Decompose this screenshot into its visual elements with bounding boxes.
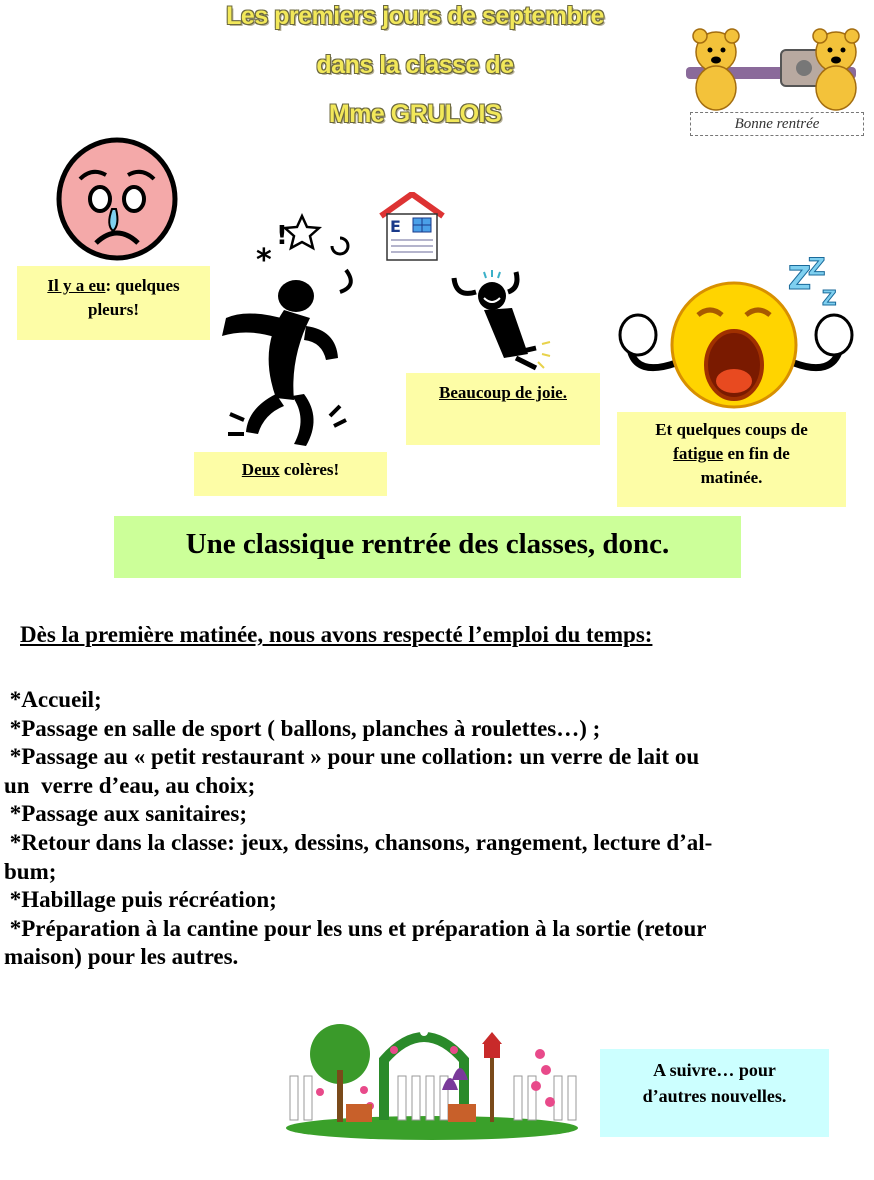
list-item: *Accueil; [4, 687, 102, 712]
note-joie [406, 373, 600, 445]
list-item: bum; [4, 858, 57, 884]
note-coleres-underlined: Deux [241, 460, 280, 479]
svg-text:Z: Z [788, 259, 812, 297]
school-logo-letter: E [390, 217, 401, 236]
note-fatigue-underlined: fatigue [673, 444, 724, 463]
angry-figure-icon [218, 208, 366, 450]
crying-face-icon [56, 137, 178, 261]
svg-text:Z: Z [808, 253, 826, 281]
list-item: *Passage en salle de sport ( ballons, planches à roulettes…) ; [4, 715, 601, 741]
svg-text:Z: Z [822, 286, 837, 310]
svg-text:*: * [256, 243, 272, 278]
note-coleres-text: colères! [279, 460, 340, 479]
happy-figure-icon [446, 268, 556, 372]
note-fatigue-line-2: en fin de [723, 444, 790, 463]
list-item: *Passage aux sanitaires; [4, 801, 247, 827]
note-pleurs-underlined: Il y a eu [47, 276, 106, 295]
follow-up-line-1: A suivre… pour [653, 1060, 776, 1080]
schedule-list [4, 686, 870, 972]
svg-text:!: ! [276, 221, 288, 251]
tired-sun-icon [616, 253, 862, 411]
schedule-heading: Dès la première matinée, nous avons respecté l’emploi du temps: [20, 622, 653, 647]
list-item: *Passage au « petit restaurant » pour une collation: un verre de lait ou [4, 744, 700, 770]
list-item: *Retour dans la classe: jeux, dessins, chansons, rangement, lecture d’al- [4, 829, 713, 855]
school-house-icon [377, 192, 447, 264]
note-pleurs-text-2: pleurs! [88, 300, 139, 319]
title-line-3: Mme GRULOIS [328, 100, 502, 128]
list-item: maison) pour les autres. [4, 944, 239, 970]
list-item: *Habillage puis récréation; [4, 887, 277, 913]
note-fatigue-line-3: matinée. [700, 468, 763, 487]
follow-up-line-2: d’autres nouvelles. [642, 1086, 787, 1106]
teddy-bears-icon [676, 22, 866, 114]
note-joie-text: Beaucoup de joie. [439, 383, 567, 402]
note-fatigue [617, 412, 846, 507]
note-pleurs [17, 266, 210, 340]
title-line-1: Les premiers jours de septembre [226, 2, 604, 30]
note-fatigue-line-1: Et quelques coups de [655, 420, 808, 439]
note-coleres [194, 452, 387, 496]
note-pleurs-text-1: : quelques [105, 276, 180, 295]
bonne-rentree-badge: Bonne rentrée [690, 112, 864, 136]
garden-icon [284, 1020, 580, 1142]
summary-box: Une classique rentrée des classes, donc. [114, 516, 741, 578]
follow-up-box [600, 1049, 829, 1137]
list-item: un verre d’eau, au choix; [4, 772, 256, 798]
title-line-2: dans la classe de [316, 51, 514, 79]
list-item: *Préparation à la cantine pour les uns et préparation à la sortie (retour [4, 915, 707, 941]
